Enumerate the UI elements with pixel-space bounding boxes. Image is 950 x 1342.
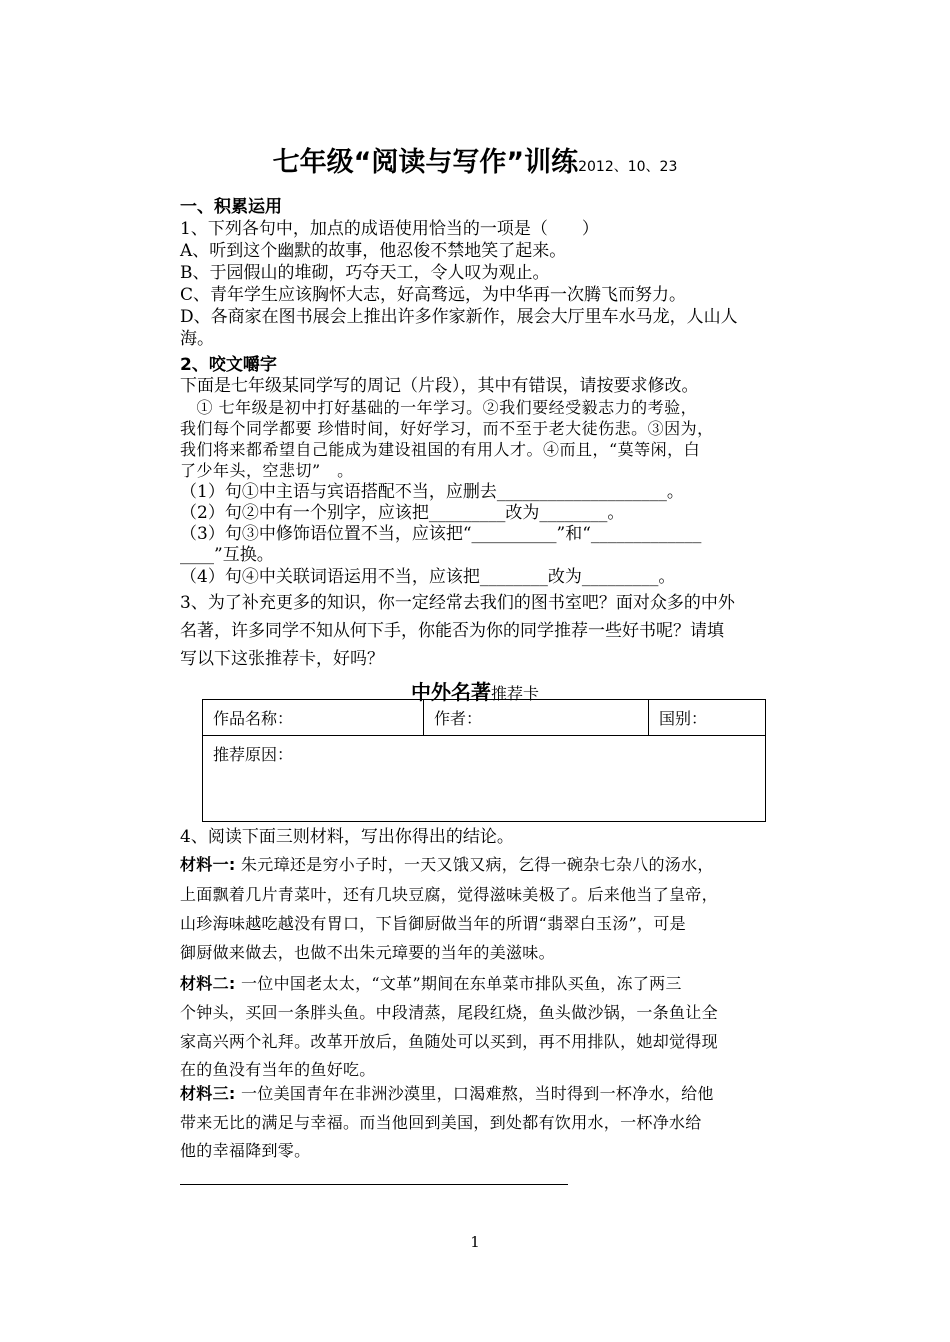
page-number: 1 [470,1233,480,1251]
card-title-suffix: 推荐卡 [490,684,539,703]
q3-line2: 名著，许多同学不知从何下手，你能否为你的同学推荐一些好书呢？请填 [180,621,724,641]
q3-line1: 3、为了补充更多的知识，你一定经常去我们的图书室吧？面对众多的中外 [180,593,735,613]
q2-passage-line3: 我们将来都希望自己能成为建设祖国的有用人才。④而且，“莫等闲，白 [180,440,701,459]
material3-line2: 带来无比的满足与幸福。而当他回到美国，到处都有饮用水，一杯净水给 [180,1113,702,1132]
work-name-cell[interactable] [203,700,424,736]
material2-line3: 家高兴两个礼拜。改革开放后，鱼随处可以买到，再不用排队，她却觉得现 [180,1032,718,1051]
page-title [0,140,950,179]
material3-line1: 材料三: 一位美国青年在非洲沙漠里，口渴难熬，当时得到一杯净水，给他 [180,1084,714,1103]
material1-line2: 上面飘着几片青菜叶，还有几块豆腐，觉得滋味美极了。后来他当了皇帝， [180,885,718,904]
material2-label: 材料二: [180,974,236,993]
author-cell[interactable] [424,700,649,736]
title-main: 七年级“阅读与写作”训练 [272,147,579,178]
reason-cell[interactable] [203,736,766,822]
q2-heading: 2、咬文嚼字 [180,355,277,375]
q2-sub4: （4）句④中关联词语运用不当，应该把________改为_________。 [180,567,676,587]
q2-passage-line1: ① 七年级是初中打好基础的一年学习。②我们要经受毅志力的考验， [180,398,698,417]
q1-option-c: C、青年学生应该胸怀大志，好高骛远，为中华再一次腾飞而努力。 [180,285,687,305]
q2-sub1: （1）句①中主语与宾语搭配不当，应删去____________________。 [180,482,684,502]
section-heading: 一、积累运用 [180,197,282,217]
q4-stem: 4、阅读下面三则材料，写出你得出的结论。 [180,827,514,847]
country-cell[interactable] [649,700,766,736]
recommendation-card [202,699,766,822]
q3-line3: 写以下这张推荐卡，好吗？ [180,649,384,669]
q2-sub3-line1: （3）句③中修饰语位置不当，应该把“__________”和“_____________ [180,524,702,544]
author-label: 作者： [434,709,483,728]
q2-sub3-line2: ____”互换。 [180,545,274,565]
country-label: 国别： [659,709,708,728]
q2-passage-line2: 我们每个同学都要 珍惜时间，好好学习，而不至于老大徒伤悲。③因为， [180,419,714,438]
material1-line4: 御厨做来做去，也做不出朱元璋要的当年的美滋味。 [180,943,555,962]
material1-line1: 材料一: 朱元璋还是穷小子时，一天又饿又病，乞得一碗杂七杂八的汤水， [180,855,714,874]
q2-intro: 下面是七年级某同学写的周记（片段），其中有错误，请按要求修改。 [180,376,699,396]
material1-label: 材料一: [180,855,236,874]
q1-stem: 1、下列各句中，加点的成语使用恰当的一项是（ ） [180,219,599,239]
title-date: 2012、10、23 [578,159,678,175]
material2-line2: 个钟头，买回一条胖头鱼。中段清蒸，尾段红烧，鱼头做沙锅，一条鱼让全 [180,1003,718,1022]
q1-option-d-line2: 海。 [180,329,214,349]
material2-line1: 材料二: 一位中国老太太，“文革”期间在东单菜市排队买鱼，冻了两三 [180,974,682,993]
reason-label: 推荐原因： [213,745,294,764]
material3-label: 材料三: [180,1084,236,1103]
q2-sub2: （2）句②中有一个别字，应该把_________改为________。 [180,503,625,523]
material2-line4: 在的鱼没有当年的鱼好吃。 [180,1060,376,1079]
material3-line3: 他的幸福降到零。 [180,1141,311,1160]
q1-option-b: B、于园假山的堆砌，巧夺天工，令人叹为观止。 [180,263,550,283]
material1-line3: 山珍海味越吃越没有胃口，下旨御厨做当年的所谓“翡翠白玉汤”，可是 [180,914,686,933]
q2-passage-line4: 了少年头，空悲切” 。 [180,461,354,480]
q1-option-a: A、听到这个幽默的故事，他忍俊不禁地笑了起来。 [180,241,567,261]
work-name-label: 作品名称： [213,709,294,728]
answer-line[interactable] [180,1184,568,1185]
q1-option-d-line1: D、各商家在图书展会上推出许多作家新作，展会大厅里车水马龙，人山人 [180,307,738,327]
card-title-main: 中外名著 [410,680,491,704]
